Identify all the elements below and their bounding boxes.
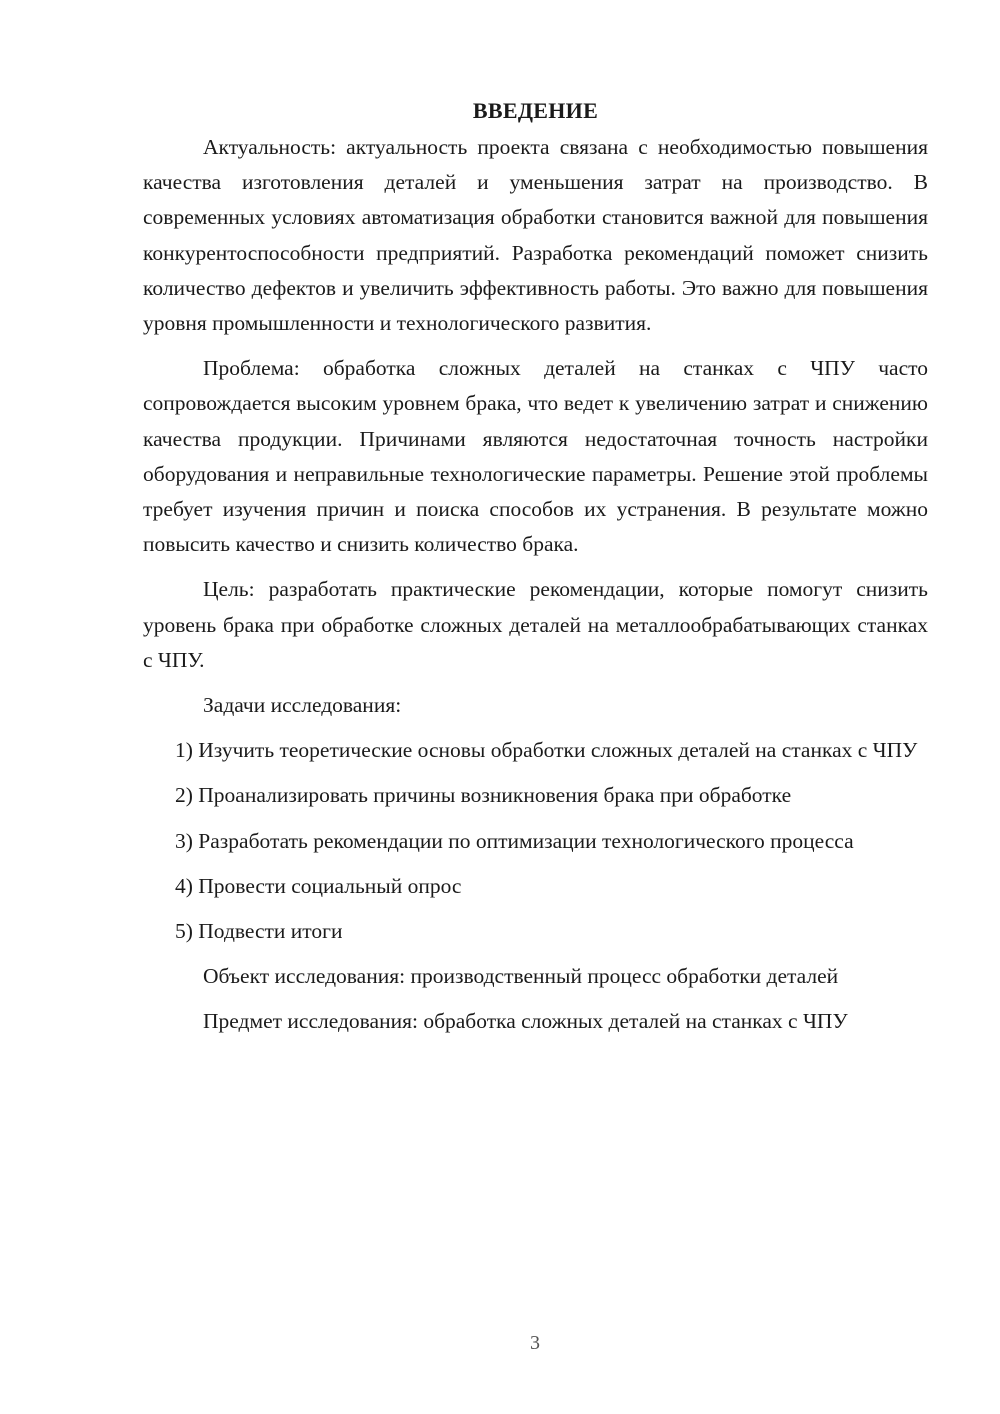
task-item-5: 5) Подвести итоги xyxy=(175,919,343,944)
tasks-heading: Задачи исследования: xyxy=(203,693,402,718)
object-paragraph: Объект исследования: производственный процесс обработки деталей xyxy=(203,964,839,989)
task-item-4: 4) Провести социальный опрос xyxy=(175,873,462,898)
goal-paragraph: Цель: разработать практические рекомендации, которые помогут снизить уровень брака при обработке сложных деталей на металлообрабатывающих станках с ЧПУ. xyxy=(143,577,928,672)
task-item-3: 3) Разработать рекомендации по оптимизации технологического процесса xyxy=(175,828,854,853)
subject-paragraph: Предмет исследования: обработка сложных деталей на станках с ЧПУ xyxy=(203,1009,848,1034)
problem-paragraph: Проблема: обработка сложных деталей на станках с ЧПУ часто сопровождается высоким уровнем брака, что ведет к увеличению затрат и снижению качества продукции. Причинами являются недостаточная точность настройки оборудования и неправильные технологические параметры. Решение этой проблемы требует изучения причин и поиска способов их устранения. В результате можно повысить качество и снизить количество брака. xyxy=(143,356,928,557)
page-number: 3 xyxy=(530,1332,540,1354)
page-title: ВВЕДЕНИЕ xyxy=(472,98,599,123)
task-item-2: 2) Проанализировать причины возникновения брака при обработке xyxy=(175,783,792,808)
relevance-paragraph: Актуальность: актуальность проекта связана с необходимостью повышения качества изготовления деталей и уменьшения затрат на производство. В современных условиях автоматизация обработки становится важной для повышения конкурентоспособности предприятий. Разработка рекомендаций поможет снизить количество дефектов и увеличить эффективность работы. Это важно для повышения уровня промышленности и технологического развития. xyxy=(143,135,928,336)
task-item-1: 1) Изучить теоретические основы обработки сложных деталей на станках с ЧПУ xyxy=(175,738,918,763)
document-page xyxy=(143,92,928,1040)
